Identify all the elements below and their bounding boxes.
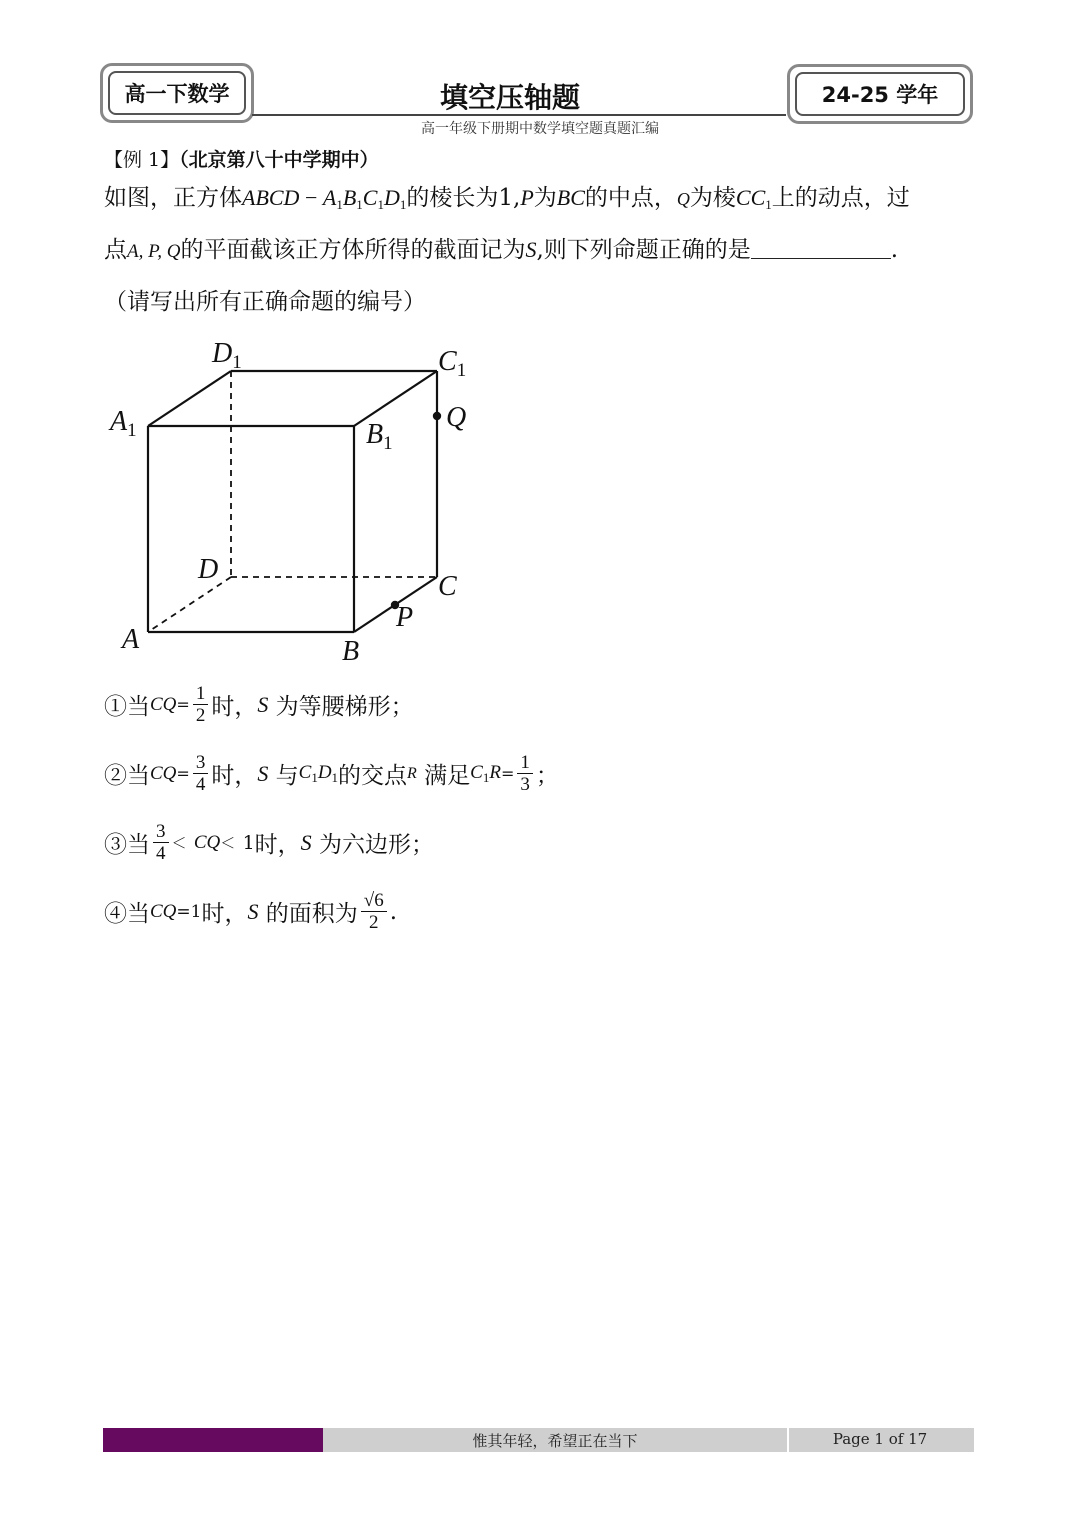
edge-a1d1 xyxy=(148,371,231,426)
right-badge xyxy=(787,64,973,124)
problem-line-1 xyxy=(104,178,984,225)
text: 上的动点，过 xyxy=(771,185,910,211)
example-source: （北京第八十中学期中） xyxy=(179,149,379,171)
label-c: C xyxy=(438,571,457,602)
page-subtitle: 高一年级下册期中数学填空题真题汇编 xyxy=(421,121,659,137)
math-p: P xyxy=(520,185,534,210)
math-cube: ABCD − $A_1B_1C_1D_1$ xyxy=(242,185,407,212)
label-b: B xyxy=(342,636,360,667)
option-2: ②当 CQ = $\frac{3}{4}$ 时， S 与 $C_1D_1$ 的交点 R 满足 $C_1R$ = $\frac{1}{3}$ ； xyxy=(104,752,559,795)
left-badge xyxy=(100,63,254,123)
label-q: Q xyxy=(446,402,467,433)
footer-bar-purple xyxy=(103,1428,323,1452)
page-title: 填空压轴题 xyxy=(439,81,580,114)
example-tag: 【例 1】 xyxy=(104,149,180,171)
option-4: ④当 CQ =1 时， S 的面积为 $\frac{√6}{2}$ . xyxy=(104,890,398,933)
text: 的棱长为1, xyxy=(406,185,521,211)
problem-line-2 xyxy=(104,230,984,272)
fraction-1-3: $\frac{1}{3}$ xyxy=(517,752,533,795)
text: 如图，正方体 xyxy=(104,185,242,211)
fraction-sqrt6-2: $\frac{√6}{2}$ xyxy=(361,890,387,933)
right-badge-label: 24-25 学年 xyxy=(795,72,965,116)
label-c1: $C_1$ xyxy=(438,346,467,381)
math-q: Q xyxy=(676,189,690,209)
label-d: D xyxy=(198,554,219,585)
footer-page-number: Page 1 of 17 xyxy=(832,1430,928,1448)
text: ,则下列命题正确的是 xyxy=(536,237,751,263)
math-cc1: $CC_1$ xyxy=(735,185,772,212)
text: . xyxy=(890,237,899,263)
option-3: ③当 $\frac{3}{4}$ ＜ CQ ＜ 1 时， S 为六边形； xyxy=(104,821,434,864)
problem-line-3: （请写出所有正确命题的编号） xyxy=(104,289,426,315)
text: 的中点， xyxy=(584,185,677,211)
cube-figure xyxy=(100,330,500,675)
fraction-3-4: $\frac{3}{4}$ xyxy=(193,752,209,795)
label-a1: $A_1$ xyxy=(110,406,137,441)
answer-blank xyxy=(751,234,891,259)
edge-da-hidden xyxy=(148,577,231,632)
text: 为 xyxy=(533,185,557,211)
label-b1: $B_1$ xyxy=(366,419,393,454)
math-bc: BC xyxy=(556,185,585,210)
math-s: S xyxy=(525,237,537,262)
header-rule xyxy=(252,114,786,116)
left-badge-label: 高一下数学 xyxy=(108,71,246,115)
footer-divider xyxy=(787,1428,789,1452)
fraction-3-4b: $\frac{3}{4}$ xyxy=(153,821,169,864)
text: 为棱 xyxy=(689,185,736,211)
edge-c1b1 xyxy=(354,371,437,426)
label-d1: $D_1$ xyxy=(212,338,242,373)
math-apq: A, P, Q xyxy=(127,241,181,262)
fraction-1-2: $\frac{1}{2}$ xyxy=(193,683,209,726)
text: 点 xyxy=(104,237,127,263)
example-heading xyxy=(104,145,379,172)
option-1: ①当 CQ = $\frac{1}{2}$ 时， S 为等腰梯形； xyxy=(104,683,414,726)
point-q xyxy=(433,412,441,420)
label-a: A xyxy=(122,624,140,655)
text: 的平面截该正方体所得的截面记为 xyxy=(180,237,526,263)
footer-motto: 惟其年轻，希望正在当下 xyxy=(472,1432,638,1450)
label-p: P xyxy=(396,602,414,633)
